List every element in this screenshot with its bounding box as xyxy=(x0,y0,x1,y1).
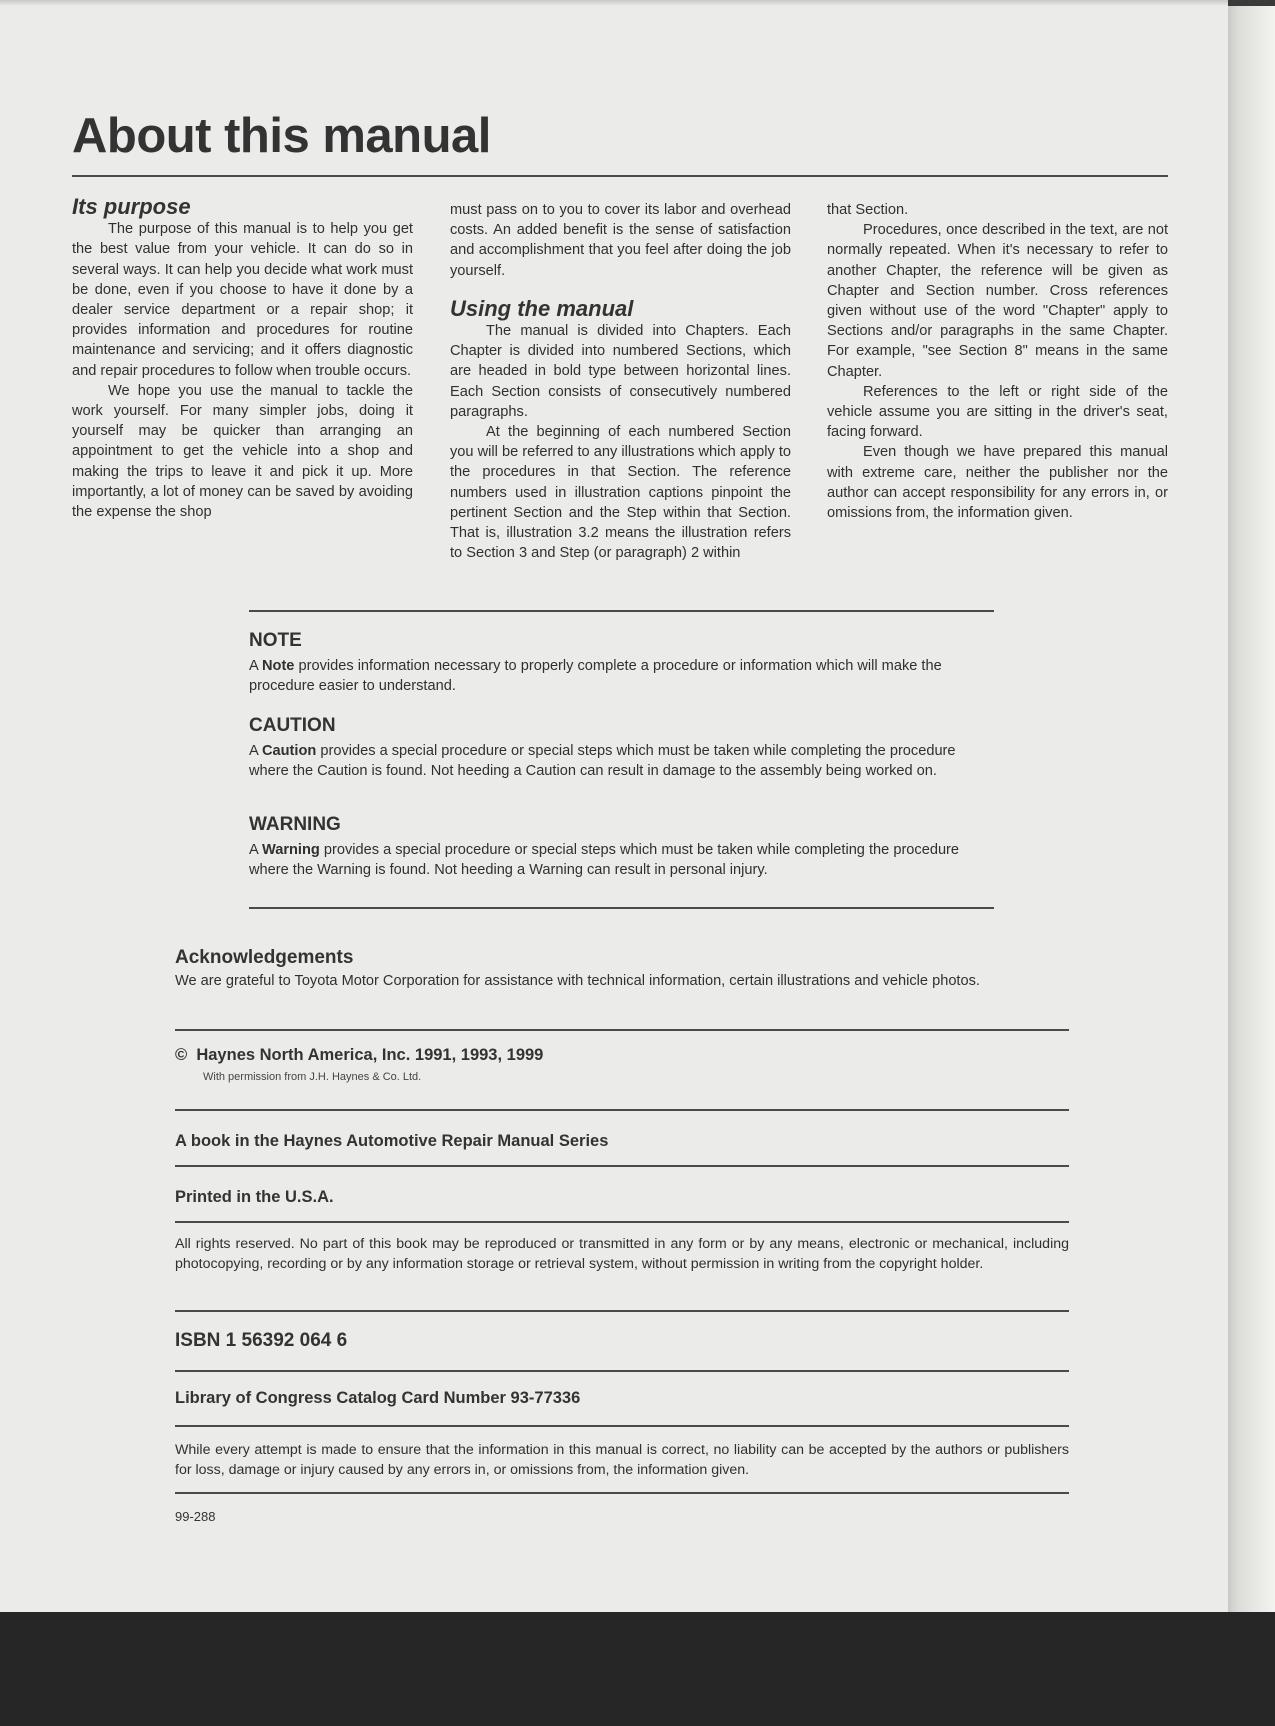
copyright-symbol: © xyxy=(175,1046,188,1064)
rule-loc-top xyxy=(175,1370,1069,1372)
column-purpose xyxy=(72,194,413,522)
scanner-bed xyxy=(0,1612,1275,1726)
using-heading: Using the manual xyxy=(450,295,634,321)
purpose-heading: Its purpose xyxy=(72,194,191,219)
warning-term: Warning xyxy=(261,842,320,858)
rule-isbn-top xyxy=(175,1310,1069,1312)
note-heading: NOTE xyxy=(249,630,302,651)
warning-body: provides a special procedure or special steps which must be taken while completing the procedure where the Warning is found. Not heeding a Warning can result in personal injury. xyxy=(249,842,960,878)
references-paragraph-2: References to the left or right side of the vehicle assume you are sitting in the driver's seat, facing forward. xyxy=(827,383,1168,441)
title-rule xyxy=(72,175,1168,177)
references-paragraph-1: Procedures, once described in the text, are not normally repeated. When it's necessary to refer to another Chapter, the reference will be given as Chapter and Section number. Cross references given without use of the word "Chapter" apply to Sections and/or paragraphs in the same Chapter. For example, "see Section 8" means in the same Chapter. xyxy=(827,222,1168,380)
caution-text xyxy=(249,741,994,781)
acknowledgements xyxy=(175,947,1069,991)
using-paragraph-1: The manual is divided into Chapters. Each Chapter is divided into numbered Sections, which are headed in bold type between horizontal lines. Each Section consists of consecutively numbered paragraphs. xyxy=(450,323,791,420)
note-body: provides information necessary to properly complete a procedure or information which will make the procedure easier to understand. xyxy=(249,658,942,694)
acknowledgements-heading: Acknowledgements xyxy=(175,947,354,968)
references-paragraph-3: Even though we have prepared this manual with extreme care, neither the publisher nor the author can accept responsibility for any errors in, or omissions from, the information given. xyxy=(827,444,1168,522)
caution-heading: CAUTION xyxy=(249,715,336,736)
caution-lead: A xyxy=(249,743,262,759)
warning-block xyxy=(249,814,994,880)
purpose-paragraph-1: The purpose of this manual is to help you get the best value from your vehicle. It can do so in several ways. It can help you decide what work must be done, even if you choose to have it done by a dealer service department or a repair shop; it provides information and procedures for routine maintenance and servicing; and it offers diagnostic and repair procedures to follow when trouble occurs. xyxy=(72,221,413,379)
caution-block xyxy=(249,715,994,781)
rights-text: All rights reserved. No part of this book may be reproduced or transmitted in any form or by any means, electronic or mechanical, including photocopying, recording or by any information storage or retrieval system, without permission in writing from the copyright holder. xyxy=(175,1236,1069,1272)
column-references xyxy=(827,200,1168,523)
note-block xyxy=(249,630,994,696)
rule-rights-top xyxy=(175,1221,1069,1223)
caution-body: provides a special procedure or special steps which must be taken while completing the procedure where the Caution is found. Not heeding a Caution can result in damage to the assembly being worked on. xyxy=(249,743,956,779)
rule-disclaimer-top xyxy=(175,1425,1069,1427)
warning-heading: WARNING xyxy=(249,814,341,835)
page-edge-top xyxy=(1228,0,1275,6)
using-paragraph-2: At the beginning of each numbered Section you will be referred to any illustrations which apply to the procedures in that Section. The reference numbers used in illustration captions pinpoint the pertinent Section and the Step within that Section. That is, illustration 3.2 means the illustration refers to Section 3 and Step (or paragraph) 2 within xyxy=(450,424,791,562)
rule-copyright-top xyxy=(175,1029,1069,1031)
copyright-text: Haynes North America, Inc. 1991, 1993, 1999 xyxy=(196,1046,544,1064)
note-lead: A xyxy=(249,658,262,674)
references-continuation: that Section. xyxy=(827,202,909,218)
page-edge xyxy=(1228,0,1275,1612)
page-title: About this manual xyxy=(72,109,491,163)
printed-line: Printed in the U.S.A. xyxy=(175,1188,334,1206)
copyright-block xyxy=(175,1046,1069,1083)
rule-printed-top xyxy=(175,1165,1069,1167)
rule-disclaimer-bottom xyxy=(175,1492,1069,1494)
caution-term: Caution xyxy=(261,743,317,759)
series-line: A book in the Haynes Automotive Repair Manual Series xyxy=(175,1132,609,1150)
column-using xyxy=(450,200,791,563)
page-top-shadow xyxy=(0,0,1228,6)
disclaimer-text: While every attempt is made to ensure that the information in this manual is correct, no liability can be accepted by the authors or publishers for loss, damage or injury caused by any errors in, or omissions from, the information given. xyxy=(175,1442,1069,1478)
note-term: Note xyxy=(261,658,295,674)
notes-bottom-rule xyxy=(249,907,994,909)
warning-text xyxy=(249,840,994,880)
notes-top-rule xyxy=(249,610,994,612)
rule-series-top xyxy=(175,1109,1069,1111)
isbn-line: ISBN 1 56392 064 6 xyxy=(175,1330,348,1351)
warning-lead: A xyxy=(249,842,262,858)
copyright-line xyxy=(175,1046,1069,1065)
using-continuation: must pass on to you to cover its labor and overhead costs. An added benefit is the sense of satisfaction and accomplishment that you feel after doing the job yourself. xyxy=(450,202,791,279)
acknowledgements-text: We are grateful to Toyota Motor Corporation for assistance with technical information, certain illustrations and vehicle photos. xyxy=(175,973,980,989)
loc-line: Library of Congress Catalog Card Number 93-77336 xyxy=(175,1389,581,1407)
page-code: 99-288 xyxy=(175,1509,216,1524)
permission-text: With permission from J.H. Haynes & Co. Ltd. xyxy=(203,1071,422,1083)
note-text xyxy=(249,656,994,696)
purpose-paragraph-2: We hope you use the manual to tackle the work yourself. For many simpler jobs, doing it yourself may be quicker than arranging an appointment to get the vehicle into a shop and making the trips to leave it and pick it up. More importantly, a lot of money can be saved by avoiding the expense the shop xyxy=(72,382,413,521)
